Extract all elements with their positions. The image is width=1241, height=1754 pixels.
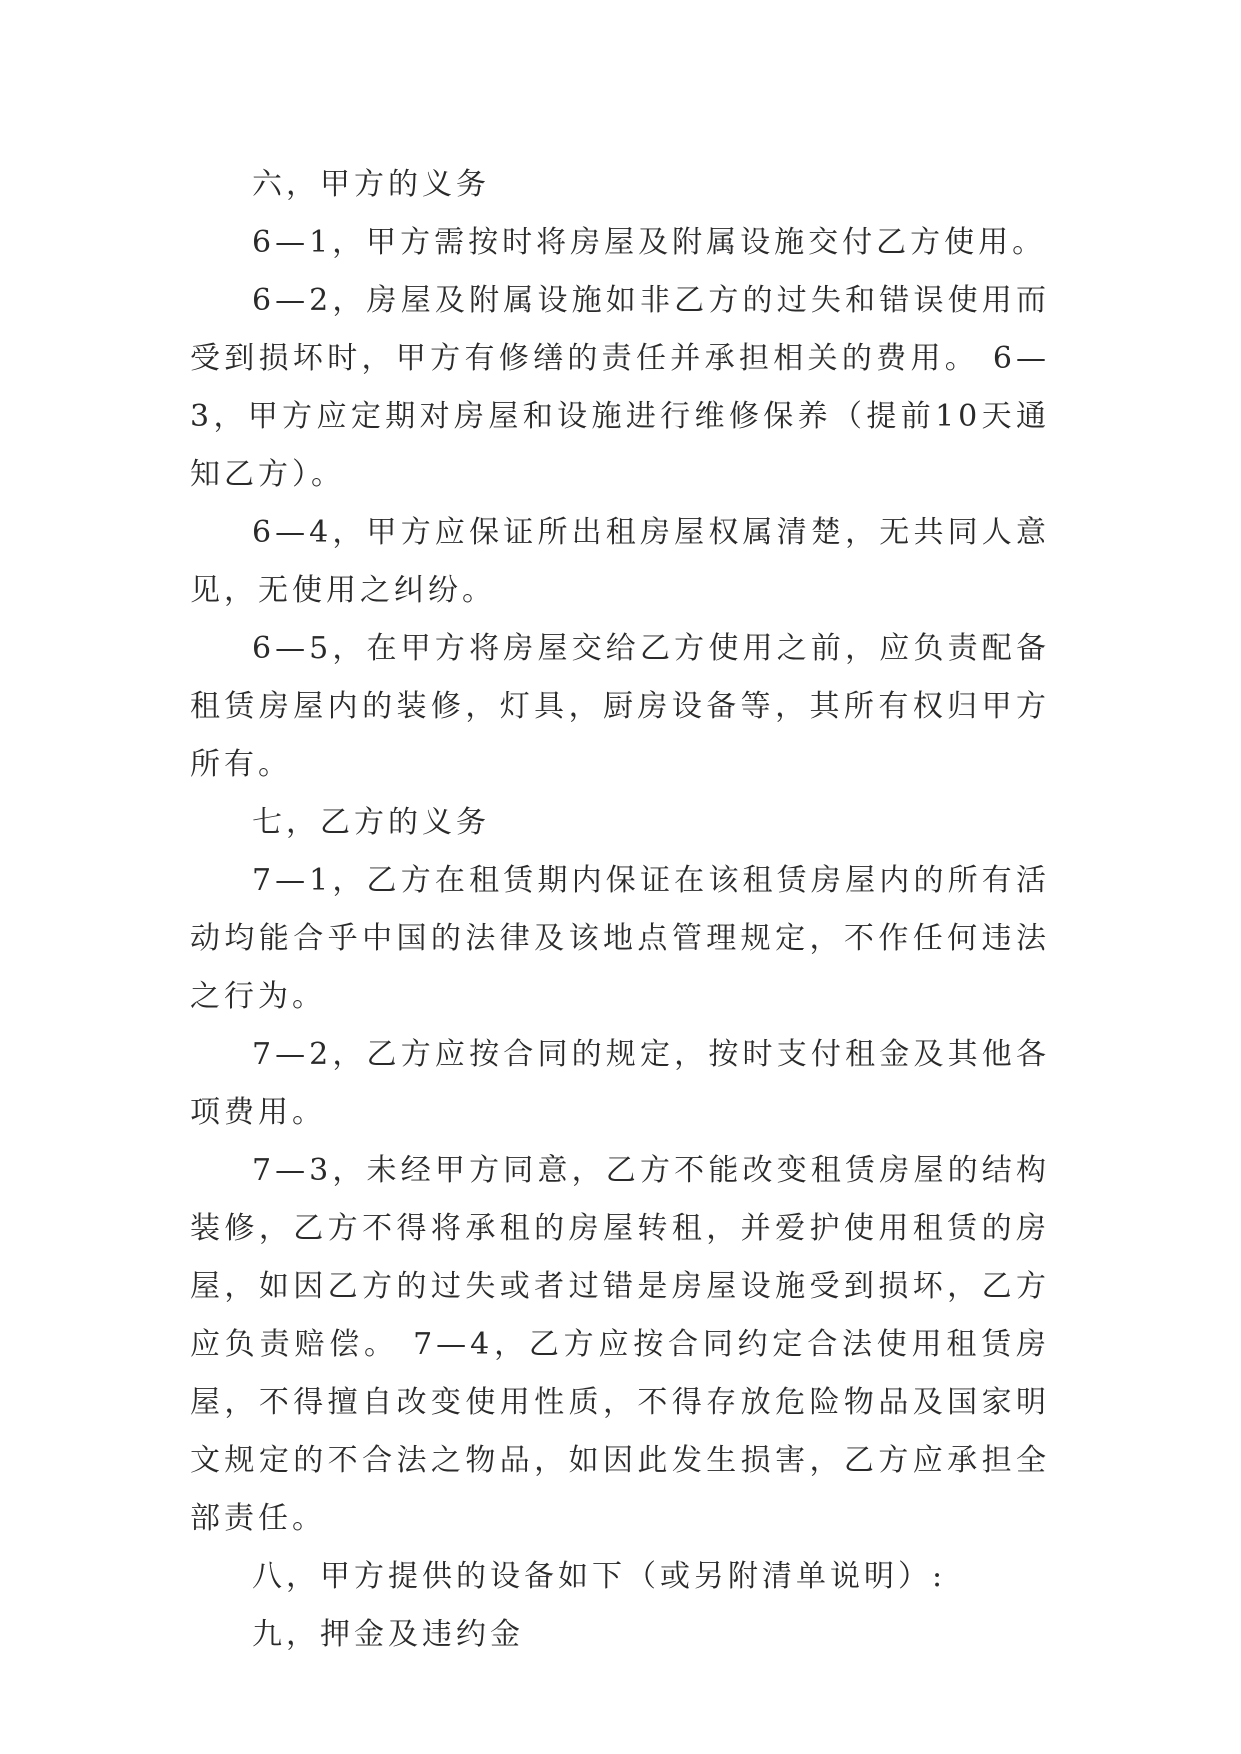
section-heading-nine: 九，押金及违约金 xyxy=(252,1617,524,1652)
document-body xyxy=(190,156,1050,1664)
clause-7-3: 7—3，未经甲方同意，乙方不能改变租赁房屋的结构装修，乙方不得将承租的房屋转租，并爱护使用租赁的房屋，如因乙方的过失或者过错是房屋设施受到损坏，乙方应负责赔偿。 7—4，乙方应按合同约定合法使用租赁房屋，不得擅自改变使用性质，不得存放危险物品及国家明文规定的不合法之物品，如因此发生损害，乙方应承担全部责任。 xyxy=(190,1153,1050,1536)
section-heading-six: 六，甲方的义务 xyxy=(252,167,490,202)
clause-7-2: 7—2，乙方应按合同的规定，按时支付租金及其他各项费用。 xyxy=(190,1037,1050,1130)
clause-6-2: 6—2，房屋及附属设施如非乙方的过失和错误使用而受到损坏时，甲方有修缮的责任并承担相关的费用。 6—3，甲方应定期对房屋和设施进行维修保养（提前10天通知乙方）。 xyxy=(190,283,1050,492)
clause-6-1: 6—1，甲方需按时将房屋及附属设施交付乙方使用。 xyxy=(252,225,1047,260)
clause-7-1: 7—1，乙方在租赁期内保证在该租赁房屋内的所有活动均能合乎中国的法律及该地点管理规定，不作任何违法之行为。 xyxy=(190,863,1050,1014)
section-heading-seven: 七，乙方的义务 xyxy=(252,805,490,840)
clause-6-4: 6—4，甲方应保证所出租房屋权属清楚，无共同人意见，无使用之纠纷。 xyxy=(190,515,1050,608)
section-heading-eight: 八，甲方提供的设备如下（或另附清单说明）: xyxy=(252,1559,947,1594)
clause-6-5: 6—5，在甲方将房屋交给乙方使用之前，应负责配备租赁房屋内的装修，灯具，厨房设备等，其所有权归甲方所有。 xyxy=(190,631,1050,782)
